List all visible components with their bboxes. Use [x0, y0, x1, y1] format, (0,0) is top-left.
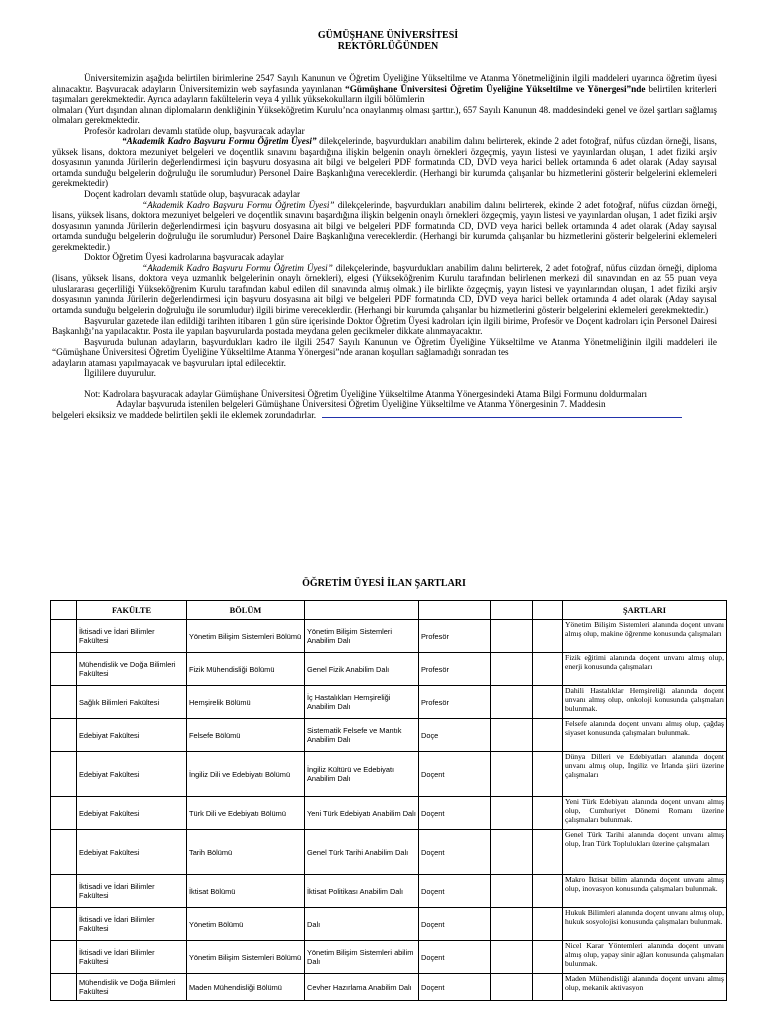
table-row — [51, 830, 727, 875]
anabilim-cell: Cevher Hazırlama Anabilim Dalı — [305, 974, 419, 1001]
docent-form-name: “Akademik Kadro Başvuru Formu Öğretim Üyesi” — [142, 199, 335, 210]
bolum-cell: Hemşirelik Bölümü — [187, 686, 305, 719]
kadro-cell: Doçe — [419, 719, 491, 752]
sart-cell: Fizik eğitimi alanında doçent unvanı almış olup, enerji konusunda çalışmaları — [563, 653, 727, 686]
sart-cell: Dahili Hastalıklar Hemşireliği alanında doçent unvanı almış olup, onkoloji konusunda çalışmaları bulunmak. — [563, 686, 727, 719]
document-header — [0, 30, 768, 52]
directive-name: “Gümüşhane Üniversitesi Öğretim Üyeliğine Yükseltilme ve Yönergesi” — [345, 83, 632, 94]
paragraph-intro — [52, 73, 717, 105]
doctor-text: dilekçelerinde, başvurdukları anabilim dalını belirterek, 2 adet fotoğraf, nüfus cüzdan örneği, diploma (lisans, yüksek lisans, doktora veya uzmanlık belgelerinin onaylı örnekleri), elgesi (Yükseköğrenim Kurulu tarafından belirlenen merkezi dil sınavından en az 55 puan veya uluslararası geçerliliği Yükseköğrenim Kurulu tarafından kabul edilen dil sınavında almış olmak.) ile birlikte özgeçmiş, yayın listesi ve yayınlarından oluşan, 1 adet fiziki arşiv dosyasının yanında Jürilerin değerlendirmesi için başvuru dosyasına ait bilgi ve belgeleri PDF formatında CD, DVD veya harici bellek ortamında 4 adet olarak (Aday sayısal ortamda sunduğu belgelerin doğruluğu ile sorumludur) ilgili birime vereceklerdir. (Herhangi bir kurumda çalışanlar bu hizmetlerini gösterir belgelerini eklemeleri gerekmektedir.) — [52, 262, 717, 316]
sart-cell: Nicel Karar Yöntemleri alanında doçent unvanı almış olup, yapay sinir ağları konusunda çalışmaları bulunmak. — [563, 941, 727, 974]
note-line-1: Not: Kadrolara başvuracak adaylar Gümüşhane Üniversitesi Öğretim Üyeliğine Yükseltilme Atanma Yönergesindeki Atama Bilgi Formunu doldurmaları — [84, 388, 648, 399]
table-title: ÖĞRETİM ÜYESİ İLAN ŞARTLARI — [302, 578, 466, 589]
anabilim-cell: Yeni Türk Edebiyatı Anabilim Dalı — [305, 797, 419, 830]
paragraph-conditions-cont: adayların ataması yapılmayacak ve başvuruları iptal edilecektir. — [52, 357, 286, 368]
fakulte-cell: Sağlık Bilimleri Fakültesi — [77, 686, 187, 719]
sart-cell: Dünya Dilleri ve Edebiyatları alanında doçent unvanı almış olup, İngiliz ve İrlanda şiiri üzerine çalışmaları — [563, 752, 727, 797]
anabilim-cell: Genel Fizik Anabilim Dalı — [305, 653, 419, 686]
bolum-cell: Fizik Mühendisliği Bölümü — [187, 653, 305, 686]
kadro-cell: Doçent — [419, 941, 491, 974]
bolum-cell: Tarih Bölümü — [187, 830, 305, 875]
paragraph-intro-cont: olmaları (Yurt dışından alınan diplomaların denkliğinin Yükseköğretim Kurulu’nca onaylanmış olması şarttır.), 657 Sayılı Kanunun 48. maddesindeki genel ve özel şartları sağlamış olmaları gerekmektedir. — [52, 104, 717, 126]
paragraph-conditions: Başvuruda bulunan adayların, başvurdukları kadro ile ilgili 2547 Sayılı Kanunun ve Öğretim Üyeliğine Yükseltilme ve Atanma Yönetmeliğinin ilgili maddeleri ile “Gümüşhane Üniversitesi Öğretim Üyeliğine Yükseltilme Atanma Yönergesi”nde aranan koşulları sağlamadığı sonradan tes — [52, 336, 717, 358]
kadro-cell: Profesör — [419, 686, 491, 719]
fakulte-cell: Edebiyat Fakültesi — [77, 719, 187, 752]
sart-cell: Yönetim Bilişim Sistemleri alanında doçent unvanı almış olup, makine öğrenme konusunda çalışmaları — [563, 620, 727, 653]
anabilim-cell: İktisat Politikası Anabilim Dalı — [305, 875, 419, 908]
table-header-row — [51, 601, 727, 620]
anabilim-cell: Dalı — [305, 908, 419, 941]
table-row — [51, 686, 727, 719]
paragraph-deadline: Başvurular gazetede ilan edildiği tarihten itibaren 1 gün süre içerisinde Doktor Öğretim Üyesi kadroları için ilgili birime, Profesör ve Doçent kadroları için Personel Dairesi Başkanlığı’na yapılacaktır. Posta ile yapılan başvurularda postada meydana gelen gecikmeler dikkate alınmayacaktır. — [52, 315, 717, 337]
header-sartlari: ŞARTLARI — [563, 601, 727, 620]
anabilim-cell: Yönetim Bilişim Sistemleri Anabilim Dalı — [305, 620, 419, 653]
bolum-cell: Türk Dili ve Edebiyatı Bölümü — [187, 797, 305, 830]
bolum-cell: Yönetim Bilişim Sistemleri Bölümü — [187, 941, 305, 974]
anabilim-cell: İngiliz Kültürü ve Edebiyatı Anabilim Dalı — [305, 752, 419, 797]
bolum-cell: Yönetim Bölümü — [187, 908, 305, 941]
doctor-form-name: “Akademik Kadro Başvuru Formu Öğretim Üyesi” — [142, 262, 333, 273]
professor-form-name: “Akademik Kadro Başvuru Formu Öğretim Üyesi” — [122, 136, 317, 147]
professor-text: dilekçelerinde, başvurdukları anabilim dalını belirterek, ekinde 2 adet fotoğraf, nüfus cüzdan örneği, lisans, yüksek lisans, doktora mezuniyet belgeleri ve doçentlik sınavını başardığına ilişkin belgenin onaylı örnekleri özgeçmiş, yayın listesi ve yayınlardan oluşan, 1 adet fiziki arşiv dosyasının yanında Jürilerin değerlendirmesi için başvuru dosyasına ait bilgi ve belgeleri PDF formatında CD, DVD veya harici bellek ortamında 6 adet olarak (Aday sayısal ortamda sunduğu belgelerin doğruluğu ile sorumludur) Personel Daire Başkanlığına vereceklerdir. (Herhangi bir kurumda çalışanlar bu hizmetlerini gösterir belgelerini eklemeleri gerekmektedir) — [52, 136, 717, 189]
header-cell — [419, 601, 491, 620]
intro-text-2: belirtilen kriterleri taşımaları gerekmektedir. Ayrıca adayların fakültelerin veya 4 yıllık yüksekokulların ilgili bölümlerin — [52, 83, 717, 105]
fakulte-cell: İktisadi ve İdari Bilimler Fakültesi — [77, 941, 187, 974]
table-row — [51, 653, 727, 686]
sart-cell: Makro İktisat bilim alanında doçent unvanı almış olup, inovasyon konusunda çalışmaları bulunmak. — [563, 875, 727, 908]
header-cell — [491, 601, 533, 620]
anabilim-cell: Yönetim Bilişim Sistemleri abilim Dalı — [305, 941, 419, 974]
header-bolum: BÖLÜM — [187, 601, 305, 620]
table-row — [51, 875, 727, 908]
conditions-table — [50, 600, 727, 1001]
fakulte-cell: Mühendislik ve Doğa Bilimleri Fakültesi — [77, 653, 187, 686]
fakulte-cell: İktisadi ve İdari Bilimler Fakültesi — [77, 908, 187, 941]
announcement-body — [52, 73, 717, 421]
bolum-cell: İktisat Bölümü — [187, 875, 305, 908]
fakulte-cell: Edebiyat Fakültesi — [77, 797, 187, 830]
office-name: REKTÖRLÜĞÜNDEN — [337, 41, 439, 52]
docent-text: dilekçelerinde, başvurdukları anabilim dalını belirterek, ekinde 2 adet fotoğraf, nüfus cüzdan örneği, lisans, yüksek lisans, doktora mezuniyet belgeleri ve doçentlik sınavını başardığına ilişkin belgenin onaylı örnekleri özgeçmiş, yayın listesi ve yayınlardan oluşan, 1 adet fiziki arşiv dosyasının yanında Jürilerin değerlendirmesi için başvuru dosyasına ait bilgi ve belgeleri PDF formatında CD, DVD veya harici bellek ortamında 4 adet olarak (Aday sayısal ortamda sunduğu belgelerin doğruluğu ile sorumludur) Personel Daire Başkanlığına vereceklerdir. (Herhangi bir kurumda çalışanlar bu hizmetlerini gösterir belgelerini eklemeleri gerekmektedir.) — [52, 199, 717, 252]
sart-cell: Felsefe alanında doçent unvanı almış olup, çağdaş siyaset konusunda çalışmaları bulunmak. — [563, 719, 727, 752]
docent-lead: Doçent kadroları devamlı statüde olup, başvuracak adaylar — [84, 189, 301, 200]
kadro-cell: Profesör — [419, 620, 491, 653]
paragraph-docent — [52, 189, 717, 252]
fakulte-cell: Mühendislik ve Doğa Bilimleri Fakültesi — [77, 974, 187, 1001]
paragraph-doctor — [52, 252, 717, 315]
paragraph-announce: İlgililere duyurulur. — [84, 368, 156, 379]
sart-cell: Yeni Türk Edebiyatı alanında doçent unvanı almış olup, Cumhuriyet Dönemi Romanı üzerine çalışmaları bulunmak. — [563, 797, 727, 830]
fakulte-cell: Edebiyat Fakültesi — [77, 830, 187, 875]
kadro-cell: Doçent — [419, 752, 491, 797]
bolum-cell: İngiliz Dili ve Edebiyatı Bölümü — [187, 752, 305, 797]
bolum-cell: Maden Mühendisliği Bölümü — [187, 974, 305, 1001]
header-cell — [51, 601, 77, 620]
university-name: GÜMÜŞHANE ÜNİVERSİTESİ — [317, 30, 459, 41]
fakulte-cell: Edebiyat Fakültesi — [77, 752, 187, 797]
professor-lead: Profesör kadroları devamlı statüde olup, başvuracak adaylar — [84, 125, 305, 136]
table-row — [51, 620, 727, 653]
sart-cell: Genel Türk Tarihi alanında doçent unvanı almış olup, İran Türk Toplulukları üzerine çalışmaları — [563, 830, 727, 875]
kadro-cell: Doçent — [419, 875, 491, 908]
intro-text: Üniversitemizin aşağıda belirtilen birimlerine 2547 Sayılı Kanunun ve Öğretim Üyeliğine Yükseltilme ve Atanma Yönetmeliğinin ilgili maddeleri uyarınca öğretim üyesi alınacaktır. Başvuracak adayların Üniversitemizin web sayfasında yayınlanan — [52, 73, 717, 94]
table-row — [51, 719, 727, 752]
table-row — [51, 974, 727, 1001]
kadro-cell: Doçent — [419, 908, 491, 941]
anabilim-cell: Sistematik Felsefe ve Mantık Anabilim Dalı — [305, 719, 419, 752]
anabilim-cell: Genel Türk Tarihi Anabilim Dalı — [305, 830, 419, 875]
directive-suffix: nde — [631, 83, 646, 94]
header-fakulte: FAKÜLTE — [77, 601, 187, 620]
table-row — [51, 941, 727, 974]
kadro-cell: Profesör — [419, 653, 491, 686]
fakulte-cell: İktisadi ve İdari Bilimler Fakültesi — [77, 620, 187, 653]
table-row — [51, 752, 727, 797]
fakulte-cell: İktisadi ve İdari Bilimler Fakültesi — [77, 875, 187, 908]
kadro-cell: Doçent — [419, 797, 491, 830]
note-line-2: Adaylar başvuruda istenilen belgeleri Gümüşhane Üniversitesi Öğretim Üyeliğine Yükseltilme ve Atanma Yönergesinin 7. Maddesin — [116, 399, 606, 410]
sart-cell: Maden Mühendisliği alanında doçent unvanı almış olup, mekanik aktivasyon — [563, 974, 727, 1001]
bolum-cell: Yönetim Bilişim Sistemleri Bölümü — [187, 620, 305, 653]
table-row — [51, 908, 727, 941]
underline-rule — [322, 417, 682, 418]
kadro-cell: Doçent — [419, 974, 491, 1001]
table-row — [51, 797, 727, 830]
header-cell — [533, 601, 563, 620]
anabilim-cell: İç Hastalıkları Hemşireliği Anabilim Dalı — [305, 686, 419, 719]
note-line-3: belgeleri eksiksiz ve maddede belirtilen şekli ile eklemek zorundadırlar. — [52, 410, 717, 421]
header-cell — [305, 601, 419, 620]
paragraph-professor — [52, 126, 717, 189]
doctor-lead: Doktor Öğretim Üyesi kadrolarına başvuracak adaylar — [84, 252, 284, 263]
bolum-cell: Felsefe Bölümü — [187, 719, 305, 752]
kadro-cell: Doçent — [419, 830, 491, 875]
sart-cell: Hukuk Bilimleri alanında doçent unvanı almış olup, hukuk sosyolojisi konusunda çalışmaları bulunmak. — [563, 908, 727, 941]
